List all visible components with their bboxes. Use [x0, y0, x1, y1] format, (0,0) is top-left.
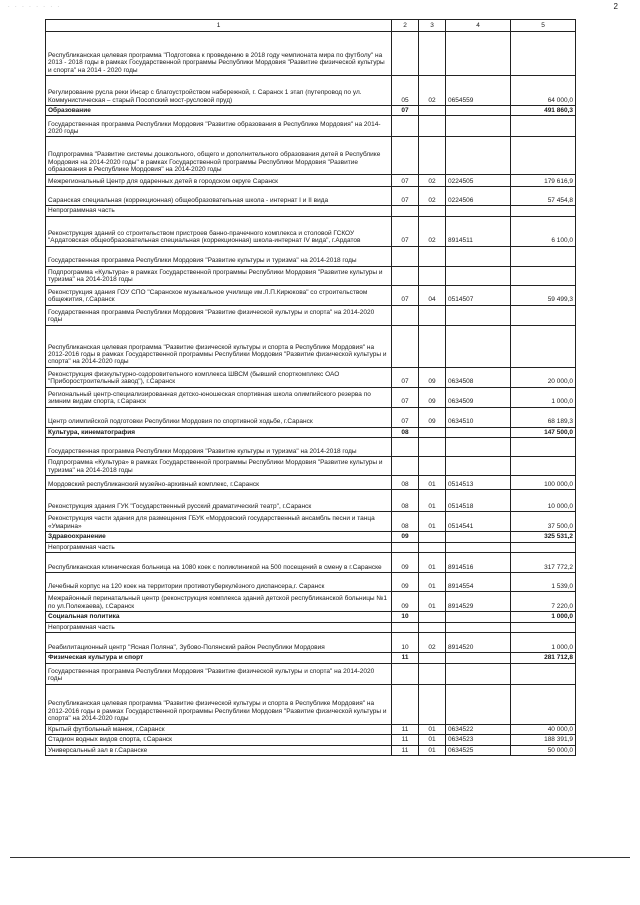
row-subsection-cell: 02: [419, 216, 446, 246]
row-amount-cell: 1 000,0: [511, 633, 576, 653]
row-name-cell: Крытый футбольный манеж, г.Саранск: [46, 724, 392, 734]
row-target-code-cell: [446, 206, 511, 216]
row-subsection-cell: [419, 622, 446, 632]
row-subsection-cell: [419, 653, 446, 663]
table-row: [46, 622, 576, 632]
table-row: [46, 106, 576, 116]
row-name-cell: Саранская специальная (коррекционная) общеобразовательная школа - интернат I и II вида: [46, 187, 392, 206]
row-target-code-cell: 0514507: [446, 285, 511, 305]
row-target-code-cell: [446, 246, 511, 266]
row-amount-cell: 188 391,9: [511, 735, 576, 745]
row-name-cell: Региональный центр-специализированная детско-юношеская спортивная школа олимпийского резерва по зимним видам спорта, г.Саранск: [46, 387, 392, 407]
row-subsection-cell: [419, 137, 446, 175]
row-subsection-cell: [419, 457, 446, 476]
row-target-code-cell: [446, 106, 511, 116]
row-section-cell: 08: [392, 427, 419, 437]
header-col-1: 1: [46, 20, 392, 32]
row-name-cell: Республиканская целевая программа "Развитие физической культуры и спорта в Республике Мордовия" на 2012-2016 годы в рамках Государственной программы Республики Мордовия "Развитие физической культуры и спорта" на 2014-2020 годы: [46, 684, 392, 724]
row-subsection-cell: 02: [419, 633, 446, 653]
row-amount-cell: 37 500,0: [511, 512, 576, 532]
row-amount-cell: 317 772,2: [511, 553, 576, 573]
row-section-cell: 08: [392, 476, 419, 490]
header-col-2: 2: [392, 20, 419, 32]
row-section-cell: [392, 206, 419, 216]
row-subsection-cell: [419, 106, 446, 116]
row-section-cell: 05: [392, 76, 419, 106]
row-subsection-cell: 01: [419, 724, 446, 734]
row-target-code-cell: [446, 438, 511, 457]
row-target-code-cell: [446, 32, 511, 76]
row-amount-cell: 40 000,0: [511, 724, 576, 734]
row-name-cell: Реконструкция здания ГОУ СПО "Саранское музыкальное училище им.Л.П.Кирюкова" со строительством общежития, г.Саранск: [46, 285, 392, 305]
row-amount-cell: 7 220,0: [511, 592, 576, 612]
row-subsection-cell: 01: [419, 592, 446, 612]
table-row: [46, 745, 576, 755]
row-amount-cell: 1 000,0: [511, 387, 576, 407]
row-name-cell: Государственная программа Республики Мордовия "Развитие образования в Республике Мордовия" на 2014-2020 годы: [46, 116, 392, 137]
row-subsection-cell: 01: [419, 573, 446, 592]
table-row: [46, 206, 576, 216]
row-amount-cell: 179 616,9: [511, 175, 576, 187]
row-section-cell: 11: [392, 735, 419, 745]
table-row: [46, 457, 576, 476]
row-section-cell: 10: [392, 612, 419, 622]
page-number: 2: [613, 2, 618, 11]
table-row: [46, 175, 576, 187]
row-subsection-cell: [419, 206, 446, 216]
row-subsection-cell: 01: [419, 553, 446, 573]
row-section-cell: [392, 266, 419, 285]
row-section-cell: 10: [392, 633, 419, 653]
row-section-cell: 07: [392, 407, 419, 427]
table-row: [46, 187, 576, 206]
row-name-cell: Реконструкция физкультурно-оздоровительного комплекса ШВСМ (бывший спорткомплекс ОАО "Приборостроительный завод"), г.Саранск: [46, 367, 392, 387]
row-subsection-cell: [419, 612, 446, 622]
row-section-cell: [392, 32, 419, 76]
row-section-cell: 07: [392, 367, 419, 387]
row-section-cell: 07: [392, 106, 419, 116]
row-target-code-cell: [446, 653, 511, 663]
row-target-code-cell: [446, 427, 511, 437]
row-name-cell: Культура, кинематография: [46, 427, 392, 437]
row-name-cell: Реконструкция зданий со строительством пристроев банно-прачечного комплекса и столовой ГСКОУ "Ардатовская общеобразовательная специальная (коррекционная) школа-интернат IV вида", г.Ардатов: [46, 216, 392, 246]
row-amount-cell: [511, 32, 576, 76]
row-section-cell: 09: [392, 592, 419, 612]
row-section-cell: 07: [392, 187, 419, 206]
row-name-cell: Межрегиональный Центр для одаренных детей в городском округе Саранск: [46, 175, 392, 187]
row-name-cell: Республиканская целевая программа "Подготовка к проведению в 2018 году чемпионата мира по футболу" на 2013 - 2018 годы в рамках Государственной программы Республики Мордовия "Развитие физической культуры и спорта" на 2014 - 2020 годы: [46, 32, 392, 76]
row-target-code-cell: 8914520: [446, 633, 511, 653]
row-subsection-cell: [419, 663, 446, 684]
row-section-cell: 09: [392, 573, 419, 592]
table-row: [46, 387, 576, 407]
table-row: [46, 532, 576, 542]
table-row: [46, 266, 576, 285]
row-subsection-cell: 02: [419, 175, 446, 187]
row-subsection-cell: 01: [419, 735, 446, 745]
row-section-cell: 07: [392, 175, 419, 187]
row-amount-cell: [511, 305, 576, 325]
row-amount-cell: 100 000,0: [511, 476, 576, 490]
row-name-cell: Лечебный корпус на 120 коек на территории противотуберкулёзного диспансера,г. Саранск: [46, 573, 392, 592]
row-amount-cell: [511, 116, 576, 137]
row-amount-cell: [511, 663, 576, 684]
row-amount-cell: [511, 206, 576, 216]
row-name-cell: Универсальный зал в г.Саранске: [46, 745, 392, 755]
row-section-cell: [392, 438, 419, 457]
table-row: [46, 592, 576, 612]
row-name-cell: Реконструкция здания ГУК "Государственный русский драматический театр", г.Саранск: [46, 490, 392, 512]
row-target-code-cell: 0634525: [446, 745, 511, 755]
row-name-cell: Образование: [46, 106, 392, 116]
table-row: [46, 427, 576, 437]
table-row: [46, 553, 576, 573]
row-subsection-cell: 01: [419, 490, 446, 512]
row-target-code-cell: [446, 457, 511, 476]
table-row: [46, 724, 576, 734]
row-subsection-cell: 02: [419, 76, 446, 106]
row-name-cell: Непрограммная часть: [46, 542, 392, 552]
row-section-cell: 08: [392, 512, 419, 532]
row-target-code-cell: 0634508: [446, 367, 511, 387]
row-section-cell: [392, 684, 419, 724]
table-header-row: [46, 20, 576, 32]
row-amount-cell: 59 499,3: [511, 285, 576, 305]
row-subsection-cell: [419, 427, 446, 437]
row-amount-cell: 10 000,0: [511, 490, 576, 512]
row-subsection-cell: [419, 246, 446, 266]
row-target-code-cell: 0634509: [446, 387, 511, 407]
row-amount-cell: 491 860,3: [511, 106, 576, 116]
row-target-code-cell: 0634522: [446, 724, 511, 734]
table-row: [46, 663, 576, 684]
row-section-cell: 07: [392, 387, 419, 407]
row-amount-cell: 57 454,8: [511, 187, 576, 206]
row-subsection-cell: [419, 116, 446, 137]
row-target-code-cell: 8914554: [446, 573, 511, 592]
table-row: [46, 512, 576, 532]
row-subsection-cell: [419, 542, 446, 552]
row-subsection-cell: 02: [419, 187, 446, 206]
row-subsection-cell: [419, 438, 446, 457]
row-name-cell: Непрограммная часть: [46, 622, 392, 632]
row-subsection-cell: [419, 684, 446, 724]
table-row: [46, 76, 576, 106]
row-name-cell: Мордовский республиканский музейно-архивный комплекс, г.Саранск: [46, 476, 392, 490]
row-section-cell: [392, 542, 419, 552]
row-amount-cell: 325 531,2: [511, 532, 576, 542]
row-subsection-cell: [419, 32, 446, 76]
scan-noise: · · · · · · · ·: [8, 4, 62, 10]
row-amount-cell: [511, 684, 576, 724]
row-target-code-cell: 8914511: [446, 216, 511, 246]
row-target-code-cell: [446, 266, 511, 285]
row-name-cell: Реконструкция части здания для размещения ГБУК «Мордовский государственный ансамбль песни и танца «Умарина»: [46, 512, 392, 532]
row-amount-cell: [511, 542, 576, 552]
row-target-code-cell: 0514518: [446, 490, 511, 512]
row-target-code-cell: [446, 325, 511, 367]
row-target-code-cell: [446, 137, 511, 175]
row-amount-cell: [511, 438, 576, 457]
row-target-code-cell: [446, 532, 511, 542]
row-name-cell: Социальная политика: [46, 612, 392, 622]
row-section-cell: [392, 457, 419, 476]
row-subsection-cell: 01: [419, 745, 446, 755]
table-row: [46, 285, 576, 305]
row-target-code-cell: 8914529: [446, 592, 511, 612]
table-row: [46, 305, 576, 325]
row-target-code-cell: 0514541: [446, 512, 511, 532]
table-row: [46, 573, 576, 592]
row-name-cell: Государственная программа Республики Мордовия "Развитие физической культуры и спорта" на 2014-2020 годы: [46, 305, 392, 325]
row-section-cell: [392, 116, 419, 137]
table-row: [46, 137, 576, 175]
row-subsection-cell: [419, 266, 446, 285]
row-amount-cell: 1 000,0: [511, 612, 576, 622]
row-section-cell: 07: [392, 285, 419, 305]
table-row: [46, 407, 576, 427]
row-target-code-cell: [446, 663, 511, 684]
row-amount-cell: 20 000,0: [511, 367, 576, 387]
row-amount-cell: [511, 137, 576, 175]
row-target-code-cell: 0224506: [446, 187, 511, 206]
table-row: [46, 490, 576, 512]
row-amount-cell: [511, 266, 576, 285]
budget-table: [45, 19, 576, 756]
header-col-4: 4: [446, 20, 511, 32]
row-target-code-cell: [446, 622, 511, 632]
row-target-code-cell: [446, 684, 511, 724]
row-amount-cell: [511, 622, 576, 632]
table-row: [46, 32, 576, 76]
table-row: [46, 633, 576, 653]
row-subsection-cell: 09: [419, 407, 446, 427]
row-name-cell: Физическая культура и спорт: [46, 653, 392, 663]
table-row: [46, 116, 576, 137]
row-target-code-cell: [446, 612, 511, 622]
row-section-cell: 11: [392, 653, 419, 663]
row-amount-cell: [511, 457, 576, 476]
row-amount-cell: 1 539,0: [511, 573, 576, 592]
row-section-cell: [392, 663, 419, 684]
row-name-cell: Республиканская клиническая больница на 1080 коек с поликлиникой на 500 посещений в смену в г.Саранске: [46, 553, 392, 573]
row-subsection-cell: [419, 532, 446, 542]
row-target-code-cell: [446, 305, 511, 325]
row-section-cell: 11: [392, 745, 419, 755]
budget-table-body: [46, 20, 576, 756]
header-col-5: 5: [511, 20, 576, 32]
row-section-cell: 07: [392, 216, 419, 246]
row-target-code-cell: 0224505: [446, 175, 511, 187]
row-section-cell: [392, 325, 419, 367]
table-row: [46, 542, 576, 552]
row-name-cell: Республиканская целевая программа "Развитие физической культуры и спорта в Республике Мордовия" на 2012-2016 годы в рамках Государственной программы Республики Мордовия "Развитие физической культуры и спорта" на 2014-2020 годы: [46, 325, 392, 367]
table-row: [46, 246, 576, 266]
row-name-cell: Подпрограмма «Культура» в рамках Государственной программы Республики Мордовия "Развитие культуры и туризма" на 2014-2018 годы: [46, 457, 392, 476]
row-section-cell: 11: [392, 724, 419, 734]
row-amount-cell: 147 500,0: [511, 427, 576, 437]
table-row: [46, 325, 576, 367]
row-section-cell: 08: [392, 490, 419, 512]
row-amount-cell: [511, 246, 576, 266]
row-target-code-cell: [446, 542, 511, 552]
row-subsection-cell: 04: [419, 285, 446, 305]
row-target-code-cell: [446, 116, 511, 137]
row-section-cell: 09: [392, 532, 419, 542]
row-name-cell: Государственная программа Республики Мордовия "Развитие культуры и туризма" на 2014-2018 годы: [46, 246, 392, 266]
row-target-code-cell: 0634523: [446, 735, 511, 745]
row-amount-cell: 281 712,8: [511, 653, 576, 663]
row-name-cell: Государственная программа Республики Мордовия "Развитие физической культуры и спорта" на 2014-2020 годы: [46, 663, 392, 684]
row-subsection-cell: [419, 305, 446, 325]
row-name-cell: Подпрограмма «Культура» в рамках Государственной программы Республики Мордовия "Развитие культуры и туризма" на 2014-2018 годы: [46, 266, 392, 285]
row-name-cell: Центр олимпийской подготовки Республики Мордовия по спортивной ходьбе, г.Саранск: [46, 407, 392, 427]
table-row: [46, 612, 576, 622]
header-col-3: 3: [419, 20, 446, 32]
row-section-cell: [392, 246, 419, 266]
row-section-cell: [392, 305, 419, 325]
row-name-cell: Здравоохранение: [46, 532, 392, 542]
row-name-cell: Реабилитационный центр "Ясная Поляна", Зубово-Полянский район Республики Мордовия: [46, 633, 392, 653]
table-row: [46, 476, 576, 490]
row-amount-cell: 50 000,0: [511, 745, 576, 755]
table-row: [46, 653, 576, 663]
table-row: [46, 367, 576, 387]
table-row: [46, 735, 576, 745]
table-row: [46, 216, 576, 246]
row-target-code-cell: 0514513: [446, 476, 511, 490]
row-amount-cell: 6 100,0: [511, 216, 576, 246]
row-name-cell: Межрайонный перинатальный центр (реконструкция комплекса зданий детской республиканской больницы №1 по ул.Полежаева), г.Саранск: [46, 592, 392, 612]
row-amount-cell: 64 000,0: [511, 76, 576, 106]
row-name-cell: Государственная программа Республики Мордовия "Развитие культуры и туризма" на 2014-2018 годы: [46, 438, 392, 457]
row-name-cell: Непрограммная часть: [46, 206, 392, 216]
row-subsection-cell: [419, 325, 446, 367]
row-amount-cell: [511, 325, 576, 367]
row-section-cell: [392, 622, 419, 632]
row-section-cell: 09: [392, 553, 419, 573]
row-name-cell: Подпрограмма "Развитие системы дошкольного, общего и дополнительного образования детей в Республике Мордовия на 2014-2020 годы" в рамках Государственной программы Республики Мордовия "Развитие образования в Республике Мордовия" на 2014-2020 годы: [46, 137, 392, 175]
row-subsection-cell: 01: [419, 512, 446, 532]
row-amount-cell: 68 189,3: [511, 407, 576, 427]
row-subsection-cell: 01: [419, 476, 446, 490]
table-row: [46, 438, 576, 457]
row-subsection-cell: 09: [419, 387, 446, 407]
row-target-code-cell: 8914516: [446, 553, 511, 573]
page-bottom-rule: [10, 857, 630, 858]
row-subsection-cell: 09: [419, 367, 446, 387]
row-target-code-cell: 0634510: [446, 407, 511, 427]
row-section-cell: [392, 137, 419, 175]
table-row: [46, 684, 576, 724]
row-name-cell: Стадион водных видов спорта, г.Саранск: [46, 735, 392, 745]
row-target-code-cell: 0654559: [446, 76, 511, 106]
row-name-cell: Регулирование русла реки Инсар с благоустройством набережной, г. Саранск 1 этап (путепровод по ул. Коммунистическая – старый Посопский мост-русловой пруд): [46, 76, 392, 106]
